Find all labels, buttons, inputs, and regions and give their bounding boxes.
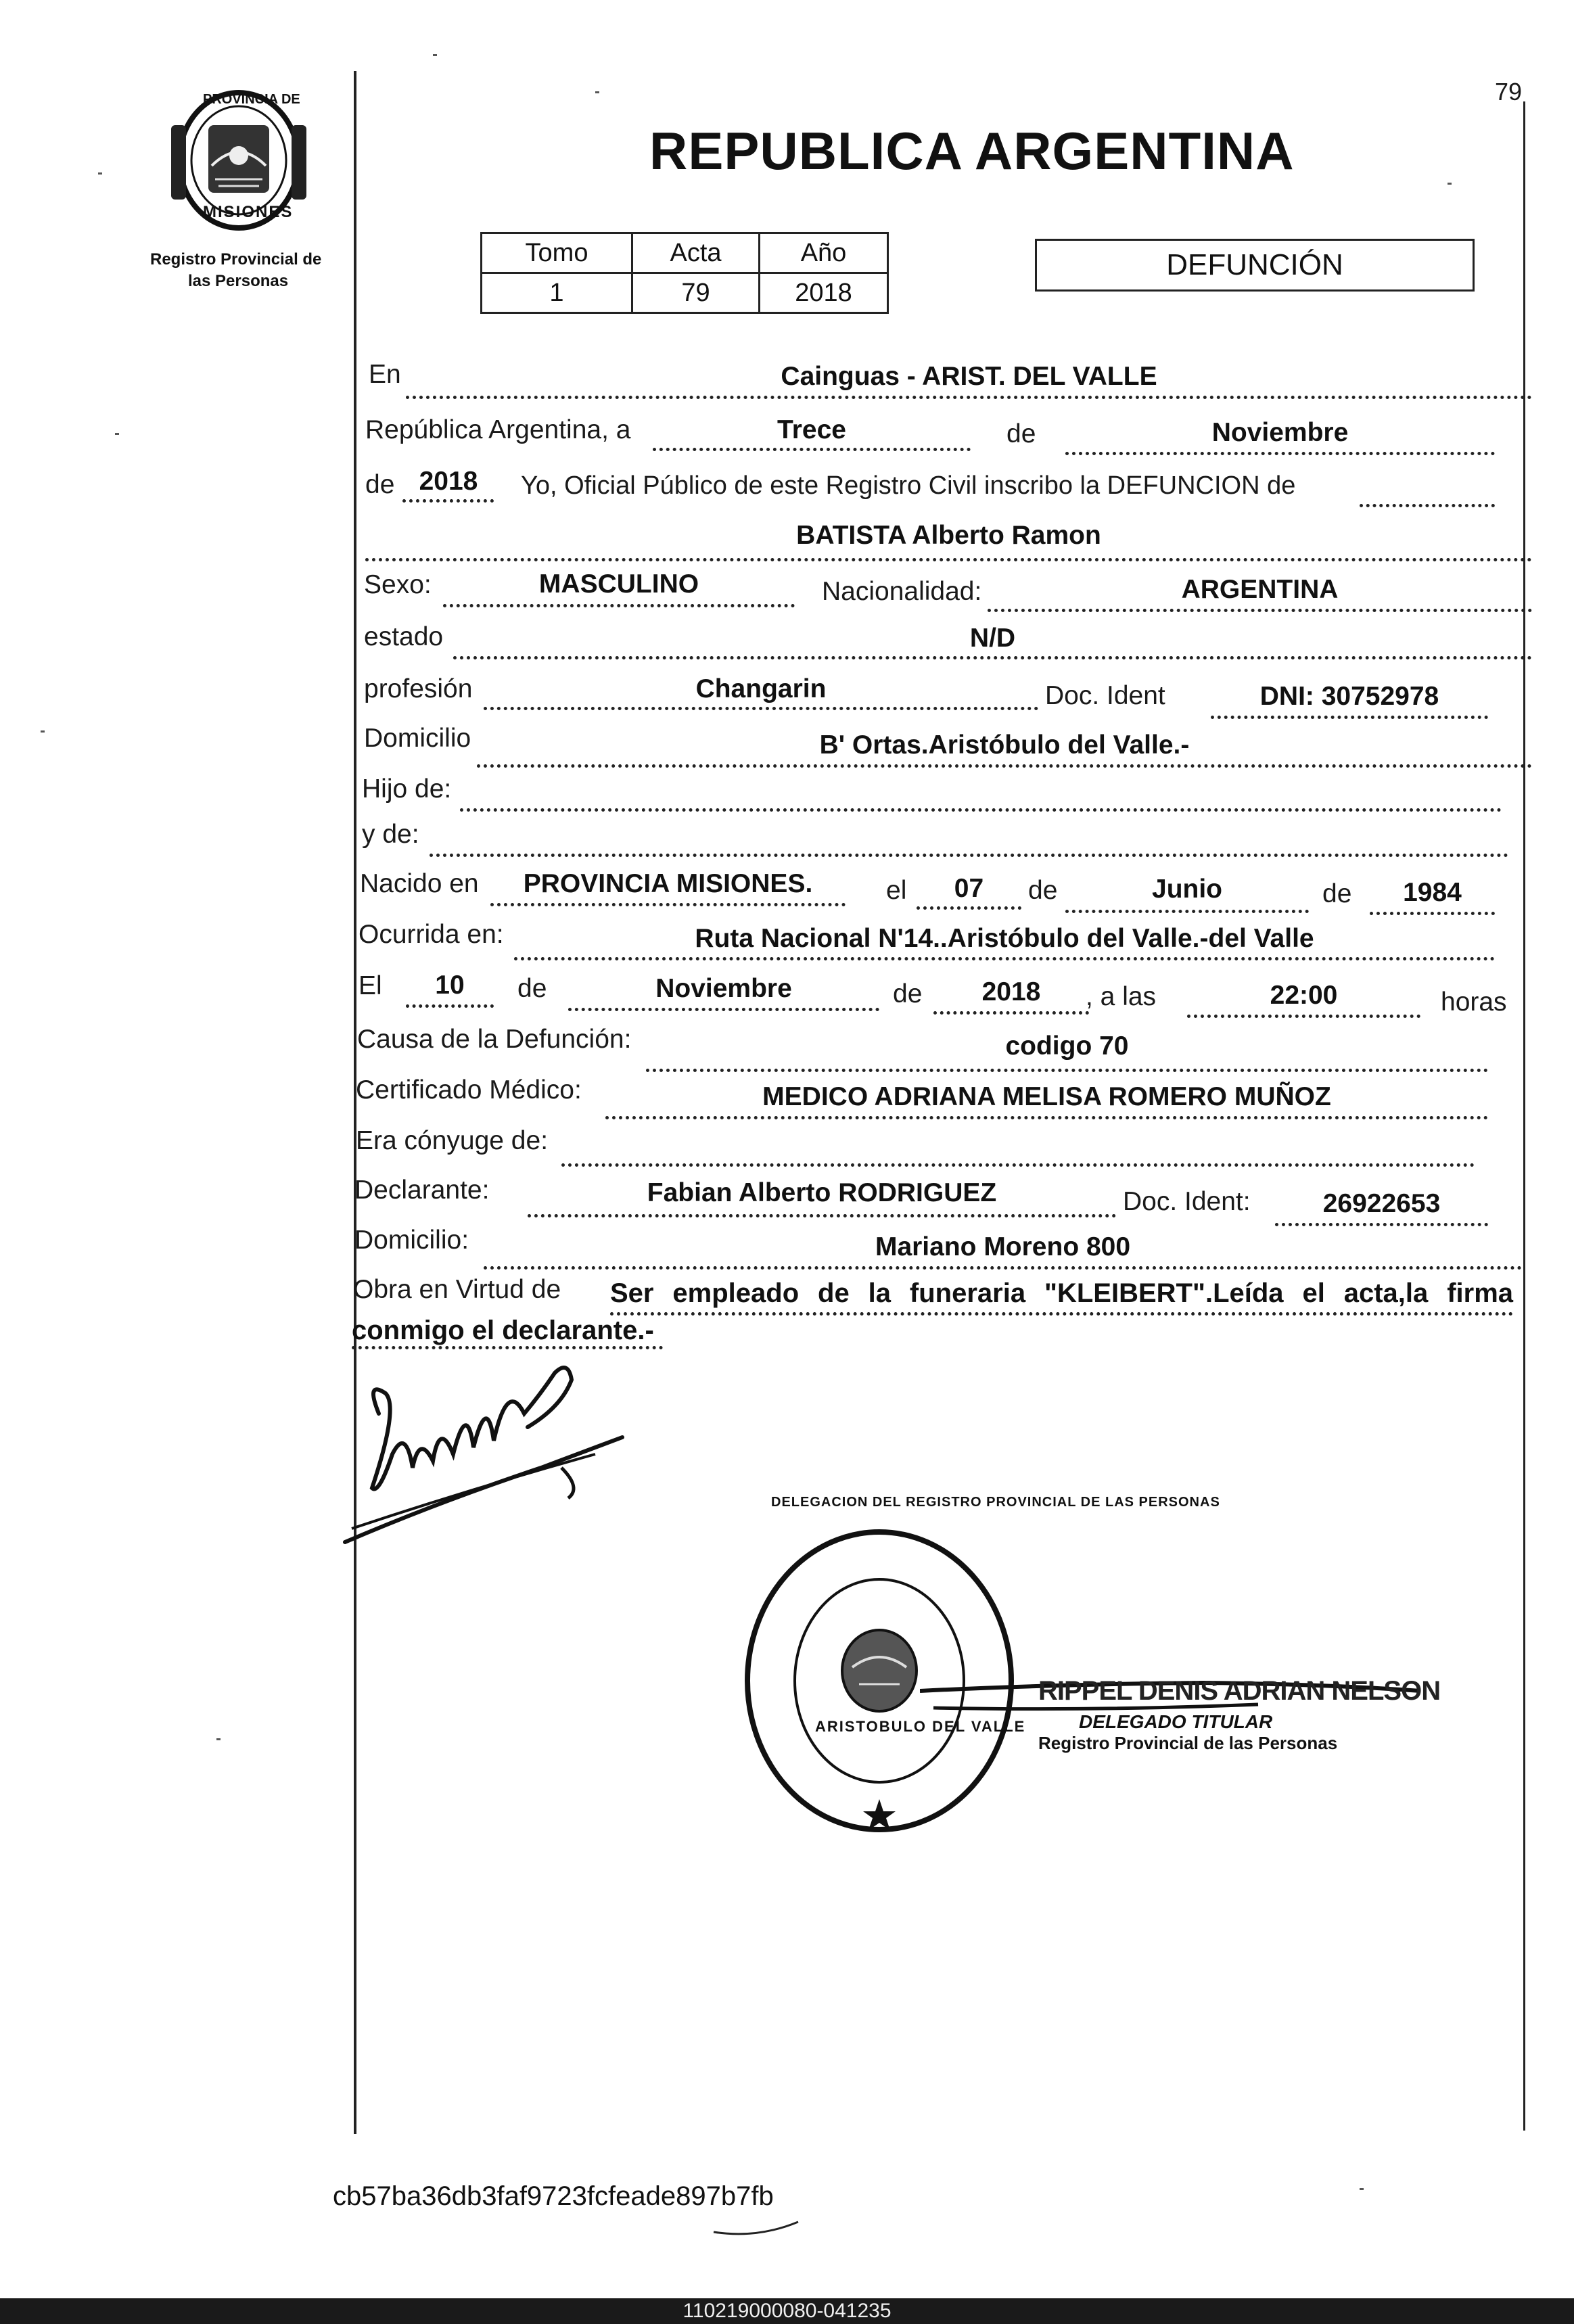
label-estado: estado: [364, 622, 444, 651]
value-fallec-dia: 10: [435, 971, 465, 1000]
dots-nacido-dia: [917, 906, 1021, 910]
footer-id: 110219000080-041235: [682, 2300, 892, 2322]
value-ocurrida: Ruta Nacional N'14..Aristóbulo del Valle.-del Valle: [695, 924, 1314, 953]
value-obra-line1: Ser empleado de la funeraria "KLEIBERT".Leída el acta,la firma: [610, 1278, 1513, 1308]
label-causa: Causa de la Defunción:: [357, 1025, 632, 1054]
dots-nombre: [365, 558, 1532, 561]
label-obra: Obra en Virtud de: [353, 1275, 561, 1304]
value-obra-line2: conmigo el declarante.-: [352, 1316, 654, 1345]
dots-hora: [1187, 1015, 1420, 1018]
declarant-signature: [338, 1353, 649, 1556]
value-anio: 2018: [760, 273, 888, 313]
dots-fallec-anio: [933, 1011, 1089, 1015]
header-acta: Acta: [632, 233, 760, 273]
dots-fallec-mes: [568, 1008, 879, 1011]
label-de-1: de: [1006, 419, 1036, 448]
label-de-4: de: [1322, 879, 1352, 908]
value-doc-2: 26922653: [1322, 1189, 1441, 1218]
value-acta: 79: [632, 273, 760, 313]
dots-fallec-dia: [406, 1004, 494, 1008]
value-en: Cainguas - ARIST. DEL VALLE: [781, 362, 1157, 391]
dots-dia-registro: [653, 448, 971, 451]
value-nacido-dia: 07: [954, 874, 984, 903]
signature-role: DELEGADO TITULAR: [1079, 1711, 1273, 1732]
value-tomo: 1: [482, 273, 632, 313]
value-domicilio-2: Mariano Moreno 800: [875, 1232, 1131, 1261]
header-anio: Año: [760, 233, 888, 273]
label-el-1: el: [886, 876, 907, 905]
dots-sexo: [443, 604, 795, 607]
dots-nacido-lugar: [490, 903, 846, 906]
scan-speck: [595, 91, 599, 93]
dots-oficial: [1360, 504, 1495, 507]
label-en: En: [369, 360, 401, 389]
label-domicilio-2: Domicilio:: [354, 1226, 469, 1255]
dots-estado: [453, 656, 1532, 659]
hash-underline-mark: [710, 2215, 805, 2242]
label-ocurrida: Ocurrida en:: [358, 920, 504, 949]
dots-mes-registro: [1065, 452, 1495, 455]
record-type: DEFUNCIÓN: [1166, 248, 1343, 281]
dots-certificado: [605, 1116, 1488, 1119]
registry-table: [480, 232, 889, 314]
scan-speck: [216, 1738, 221, 1740]
value-certificado: MEDICO ADRIANA MELISA ROMERO MUÑOZ: [762, 1082, 1331, 1111]
seal-top-lettering: PROVINCIA DE: [203, 92, 300, 107]
label-hijo: Hijo de:: [362, 774, 452, 804]
header-tomo: Tomo: [482, 233, 632, 273]
signature-name: RIPPEL DENIS ADRIAN NELSON: [1038, 1676, 1441, 1706]
dots-nacido-mes: [1065, 910, 1309, 913]
label-doc-2: Doc. Ident:: [1123, 1187, 1251, 1216]
label-horas: horas: [1441, 987, 1507, 1017]
label-doc: Doc. Ident: [1045, 681, 1165, 710]
label-republica: República Argentina, a: [365, 415, 631, 444]
stamp-inner-text: ARISTOBULO DEL VALLE: [815, 1718, 1026, 1735]
value-fallec-anio: 2018: [981, 977, 1041, 1006]
scan-speck: [1360, 2188, 1364, 2190]
dots-obra-2: [352, 1346, 663, 1349]
issuer-line1: Registro Provincial de: [150, 250, 322, 269]
value-nacionalidad: ARGENTINA: [1181, 575, 1339, 604]
value-domicilio: B' Ortas.Aristóbulo del Valle.-: [819, 730, 1190, 760]
dots-domicilio-2: [484, 1266, 1522, 1270]
dots-domicilio: [477, 764, 1532, 768]
dots-obra-1: [610, 1312, 1513, 1316]
label-certificado: Certificado Médico:: [356, 1075, 582, 1105]
value-nombre: BATISTA Alberto Ramon: [796, 521, 1101, 550]
dots-y-de: [430, 854, 1508, 857]
document-hash: cb57ba36db3faf9723fcfeade897b7fb: [333, 2181, 774, 2211]
issuer-line2: las Personas: [188, 272, 289, 290]
label-de-2: de: [365, 470, 395, 499]
label-conyuge: Era cónyuge de:: [356, 1126, 549, 1155]
label-sexo: Sexo:: [364, 570, 432, 599]
value-hora: 22:00: [1270, 981, 1338, 1010]
dots-doc: [1211, 716, 1488, 719]
value-sexo: MASCULINO: [538, 570, 699, 599]
value-estado: N/D: [969, 624, 1016, 653]
label-de-6: de: [893, 979, 923, 1008]
value-nacido-mes: Junio: [1152, 875, 1222, 904]
dots-declarante: [528, 1214, 1116, 1217]
dots-anio-registro: [402, 499, 494, 503]
value-fallec-mes: Noviembre: [655, 974, 792, 1003]
value-mes-registro: Noviembre: [1211, 418, 1349, 447]
dots-nacionalidad: [988, 609, 1532, 612]
seal-bottom-lettering: MISIONES: [203, 203, 294, 221]
record-type-box: [1035, 239, 1475, 292]
scan-speck: [1448, 183, 1452, 185]
label-nacionalidad: Nacionalidad:: [822, 577, 982, 606]
stamp-ring-text: DELEGACION DEL REGISTRO PROVINCIAL DE LAS PERSONAS: [771, 1495, 1220, 1510]
label-domicilio: Domicilio: [364, 724, 471, 753]
value-profesion: Changarin: [695, 674, 827, 703]
dots-nacido-anio: [1370, 912, 1495, 915]
dots-conyuge: [561, 1163, 1475, 1167]
footer-bar: [0, 2298, 1574, 2324]
dots-en: [406, 396, 1532, 399]
value-causa: codigo 70: [1005, 1031, 1129, 1061]
value-declarante: Fabian Alberto RODRIGUEZ: [647, 1178, 997, 1207]
value-nacido-lugar: PROVINCIA MISIONES.: [523, 869, 813, 898]
page-title: REPUBLICA ARGENTINA: [649, 121, 1295, 181]
label-y-de: y de:: [362, 820, 419, 849]
label-declarante: Declarante:: [354, 1176, 490, 1205]
dots-causa: [646, 1069, 1488, 1072]
value-doc: DNI: 30752978: [1259, 682, 1439, 711]
oficial-text: Yo, Oficial Público de este Registro Civil inscribo la DEFUNCION de: [521, 471, 1296, 500]
scan-speck: [41, 730, 45, 733]
dots-ocurrida: [514, 957, 1495, 960]
signature-org: Registro Provincial de las Personas: [1038, 1733, 1338, 1753]
dots-profesion: [484, 707, 1038, 710]
dots-doc-2: [1275, 1223, 1488, 1226]
label-de-5: de: [517, 974, 547, 1003]
label-nacido: Nacido en: [360, 869, 479, 898]
dots-hijo: [460, 808, 1502, 812]
scan-speck: [115, 433, 119, 435]
value-anio-registro: 2018: [419, 467, 478, 496]
scan-speck: [433, 54, 437, 56]
value-dia-registro: Trece: [777, 415, 846, 444]
label-el-2: El: [358, 971, 382, 1000]
scan-speck: [98, 172, 102, 175]
label-profesion: profesión: [364, 674, 473, 703]
label-a-las: , a las: [1086, 982, 1157, 1011]
value-nacido-anio: 1984: [1403, 878, 1462, 907]
page-number: 79: [1495, 78, 1523, 106]
label-de-3: de: [1028, 876, 1058, 905]
right-margin-rule: [1523, 101, 1525, 2131]
